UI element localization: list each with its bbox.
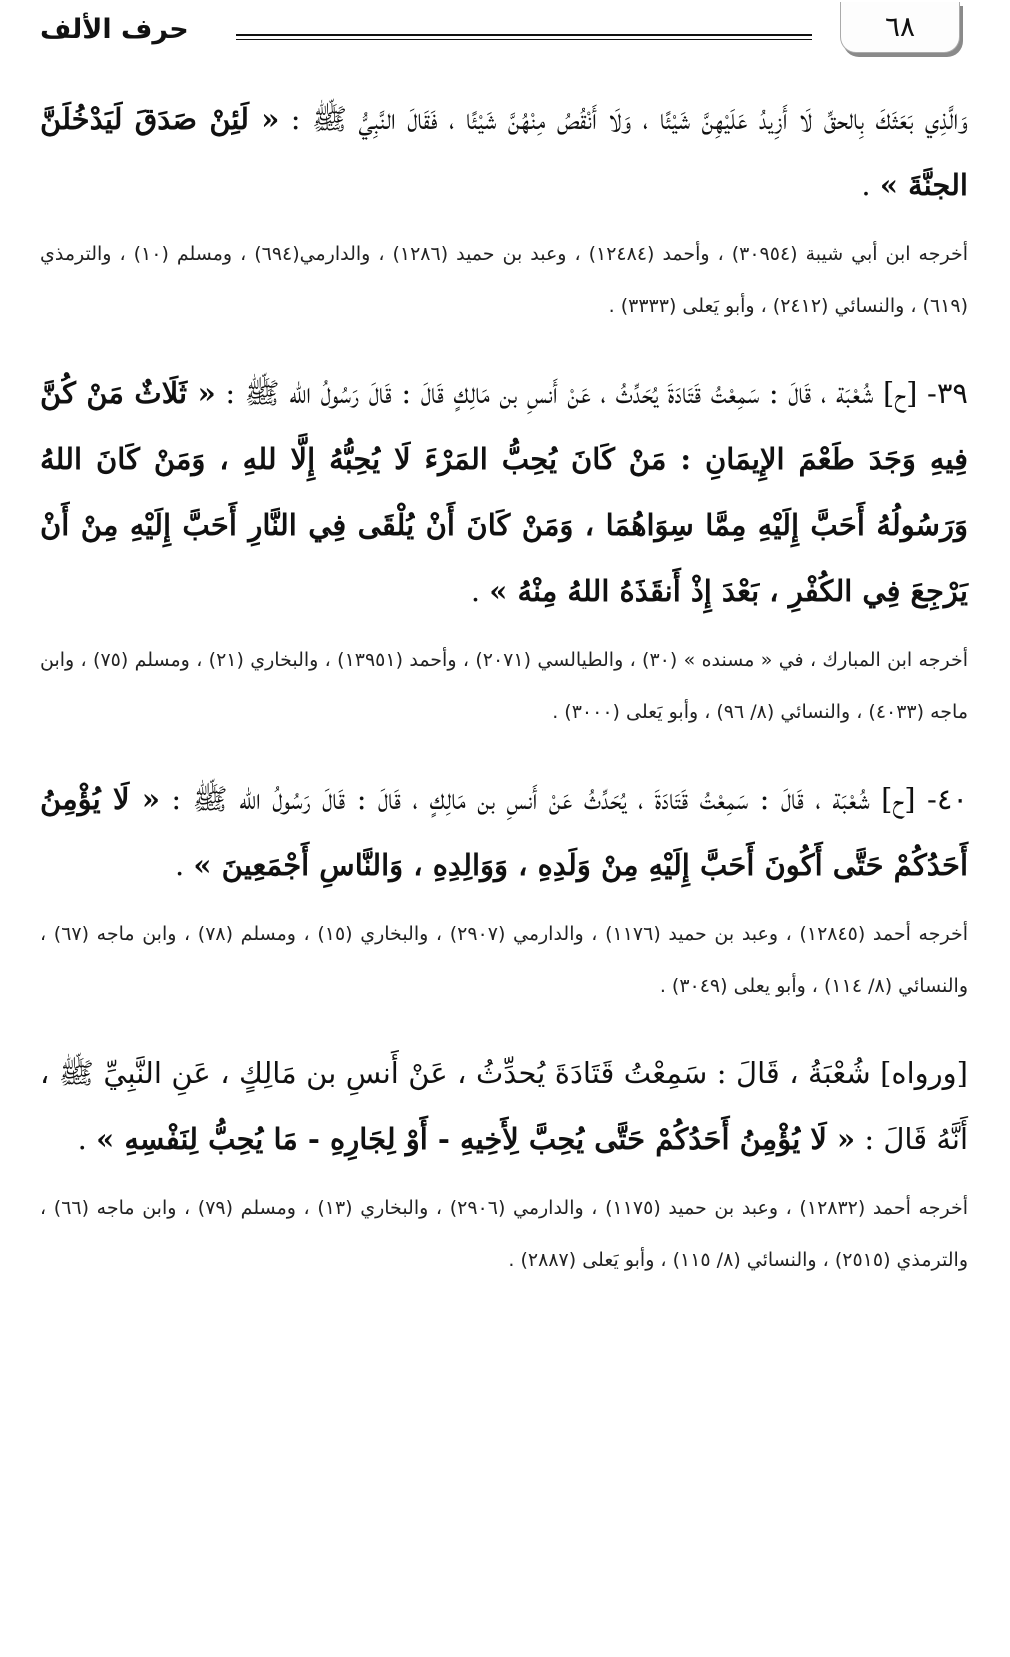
hadith-end: . <box>470 574 490 608</box>
hadith-intro: وَالَّذِي بَعَثَكَ بِالحقِّ لَا أَزِيدُ عَلَيْهِنَّ شَيْئًا ، وَلَا أَنْقُصُ مِنْهُنَّ شَيْئًا ، فَقَالَ النَّبِيُّ ﷺ : <box>279 102 969 136</box>
page-number: ٦٨ <box>884 10 916 43</box>
hadith-intro: ٣٩- [ح] شُعْبَة ، قَالَ : سَمِعْتُ قَتَادَةَ يُحَدِّثُ ، عَنْ أَنسِ بن مَالِكٍ قَالَ : قَالَ رَسُولُ الله ﷺ : <box>215 376 968 410</box>
hadith-quote: « ثَلَاثٌ مَنْ كُنَّ فِيهِ وَجَدَ طَعْمَ الإِيمَانِ : مَنْ كَانَ يُحِبُّ المَرْءَ لَا يُحِبُّهُ إِلَّا للهِ ، وَمَنْ كَانَ اللهُ وَرَسُولُهُ أَحَبَّ إِلَيْهِ مِمَّا سِوَاهُمَا ، وَمَنْ كَانَ أَنْ يُلْقَى فِي النَّارِ أَحَبَّ إِلَيْهِ مِنْ أَنْ يَرْجِعَ فِي الكُفْرِ ، بَعْدَ إِذْ أَنقَذَهُ اللهُ مِنْهُ » <box>40 376 968 608</box>
hadith-text <box>40 86 968 218</box>
hadith-text <box>40 1040 968 1172</box>
hadith-block <box>40 1040 968 1286</box>
hadith-block <box>40 360 968 738</box>
takhrij-note: أخرجه أحمد (١٢٨٣٢) ، وعبد بن حميد (١١٧٥) ، والدارمي (٢٩٠٦) ، والبخاري (١٣) ، ومسلم (٧٩) ، وابن ماجه (٦٦) ، والترمذي (٢٥١٥) ، والنسائي (٨/ ١١٥) ، وأبو يَعلى (٢٨٨٧) . <box>40 1197 968 1271</box>
hadith-block <box>40 86 968 332</box>
takhrij-note: أخرجه ابن المبارك ، في « مسنده » (٣٠) ، والطيالسي (٢٠٧١) ، وأحمد (١٣٩٥١) ، والبخاري (٢١) ، ومسلم (٧٥) ، وابن ماجه (٤٠٣٣) ، والنسائي (٨/ ٩٦) ، وأبو يَعلى (٣٠٠٠) . <box>40 649 968 723</box>
hadith-intro: [ورواه] شُعْبَةُ ، قَالَ : سَمِعْتُ قَتَادَةَ يُحدِّثُ ، عَنْ أَنسِ بن مَالِكٍ ، عَنِ النَّبِيِّ ﷺ ، أَنَّهُ قَالَ : <box>40 1056 968 1156</box>
hadith-text <box>40 766 968 898</box>
takhrij-note: أخرجه ابن أبي شيبة (٣٠٩٥٤) ، وأحمد (١٢٤٨٤) ، وعبد بن حميد (١٢٨٦) ، والدارمي(٦٩٤) ، ومسلم (١٠) ، والترمذي (٦١٩) ، والنسائي (٢٤١٢) ، وأبو يَعلى (٣٣٣٣) . <box>40 243 968 317</box>
hadith-end: . <box>77 1122 97 1156</box>
hadith-quote: « لَا يُؤْمِنُ أَحَدُكُمْ حَتَّى أَكُونَ أَحَبَّ إِلَيْهِ مِنْ وَلَدِهِ ، وَوَالِدِهِ ، وَالنَّاسِ أَجْمَعِينَ » <box>40 782 968 882</box>
hadith-text <box>40 360 968 624</box>
takhrij-note: أخرجه أحمد (١٢٨٤٥) ، وعبد بن حميد (١١٧٦) ، والدارمي (٢٩٠٧) ، والبخاري (١٥) ، ومسلم (٧٨) ، وابن ماجه (٦٧) ، والنسائي (٨/ ١١٤) ، وأبو يعلى (٣٠٤٩) . <box>40 923 968 997</box>
hadith-quote: « لَا يُؤْمِنُ أَحَدُكُمْ حَتَّى يُحِبَّ لِأَخِيهِ - أَوْ لِجَارِهِ - مَا يُحِبُّ لِنَفْسِهِ » <box>96 1122 856 1156</box>
running-header <box>36 0 960 64</box>
hadith-end: . <box>861 168 880 202</box>
hadith-intro: ٤٠- [ح] شُعْبَة ، قَالَ : سَمِعْتُ قَتَادَةَ ، يُحَدِّثُ عَنْ أَنسِ بن مَالِكٍ ، قَالَ : قَالَ رَسُولُ الله ﷺ : <box>159 782 968 816</box>
page-number-tab <box>840 2 960 53</box>
header-rule <box>236 34 812 40</box>
hadith-quote: « لَئِنْ صَدَقَ لَيَدْخُلَنَّ الجنَّةَ » <box>40 102 968 202</box>
hadith-block <box>40 766 968 1012</box>
hadith-end: . <box>174 848 194 882</box>
page-content <box>40 86 968 1286</box>
chapter-title: حرف الألف <box>40 14 189 45</box>
